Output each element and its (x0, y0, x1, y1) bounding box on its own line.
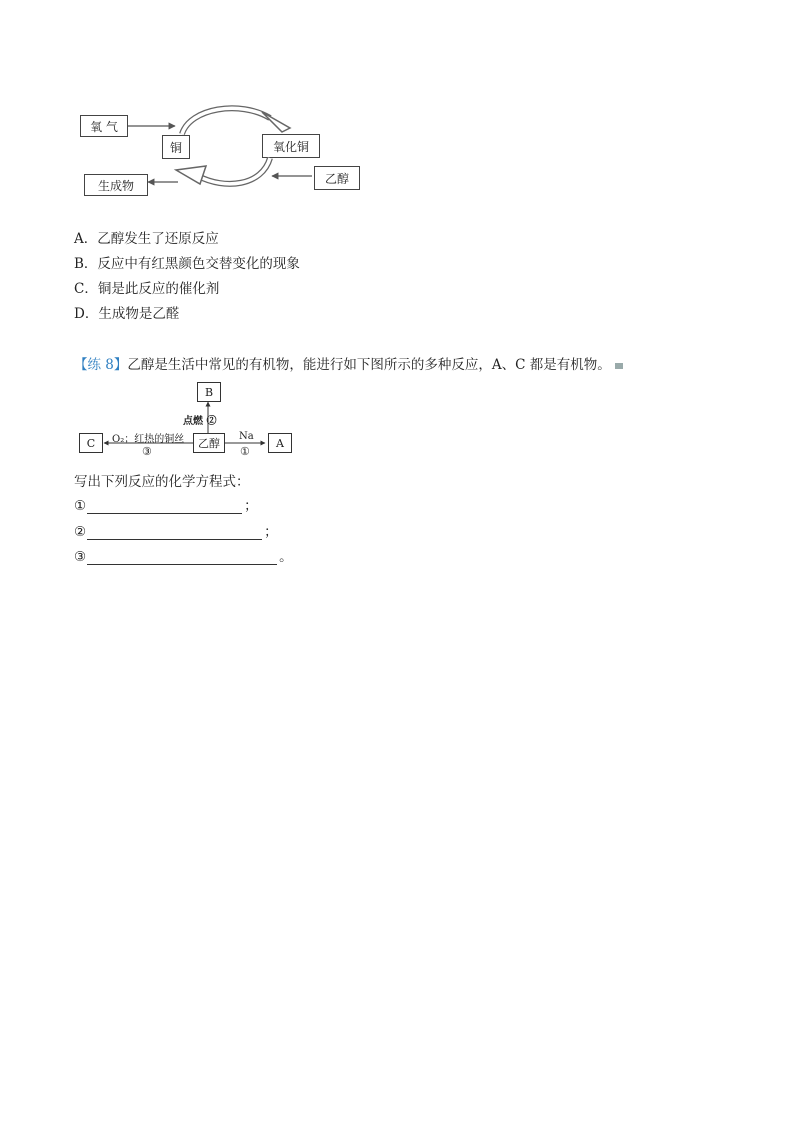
ethanol-box: 乙醇 (314, 166, 360, 190)
box-c: C (79, 433, 103, 453)
blank-underline (87, 525, 262, 540)
oxygen-copper-label: O₂；红热的铜丝 (112, 434, 185, 445)
box-ethanol: 乙醇 (193, 433, 225, 453)
blank-underline (87, 499, 242, 514)
reaction-3-label: ③ (142, 445, 152, 458)
watermark-icon (615, 363, 623, 369)
reaction-1-label: ① (240, 445, 250, 458)
option-a: A．乙醇发生了还原反应 (74, 231, 219, 247)
option-b: B．反应中有红黑颜色交替变化的现象 (74, 256, 300, 272)
sodium-label: Na (239, 431, 254, 442)
answer-blank-3[interactable]: ③ 。 (74, 549, 293, 565)
copper-oxide-box: 氧化铜 (262, 134, 320, 158)
copper-box: 铜 (162, 135, 190, 159)
answer-blank-2[interactable]: ② ； (74, 524, 278, 540)
question-text: 乙醇是生活中常见的有机物，能进行如下图所示的多种反应，A、C 都是有机物。 (127, 357, 611, 373)
ignite-label: 点燃 ② (183, 416, 217, 427)
cycle-arrows (0, 0, 800, 230)
option-c: C．铜是此反应的催化剂 (74, 281, 220, 297)
option-d: D．生成物是乙醛 (74, 306, 180, 322)
product-box: 生成物 (84, 174, 148, 196)
box-b: B (197, 382, 221, 402)
answer-blank-1[interactable]: ① ； (74, 498, 258, 514)
instruction-text: 写出下列反应的化学方程式： (74, 474, 250, 490)
blank-underline (87, 550, 277, 565)
oxygen-box: 氧 气 (80, 115, 128, 137)
box-a: A (268, 433, 292, 453)
question-tag: 【练 8】 (74, 357, 128, 373)
